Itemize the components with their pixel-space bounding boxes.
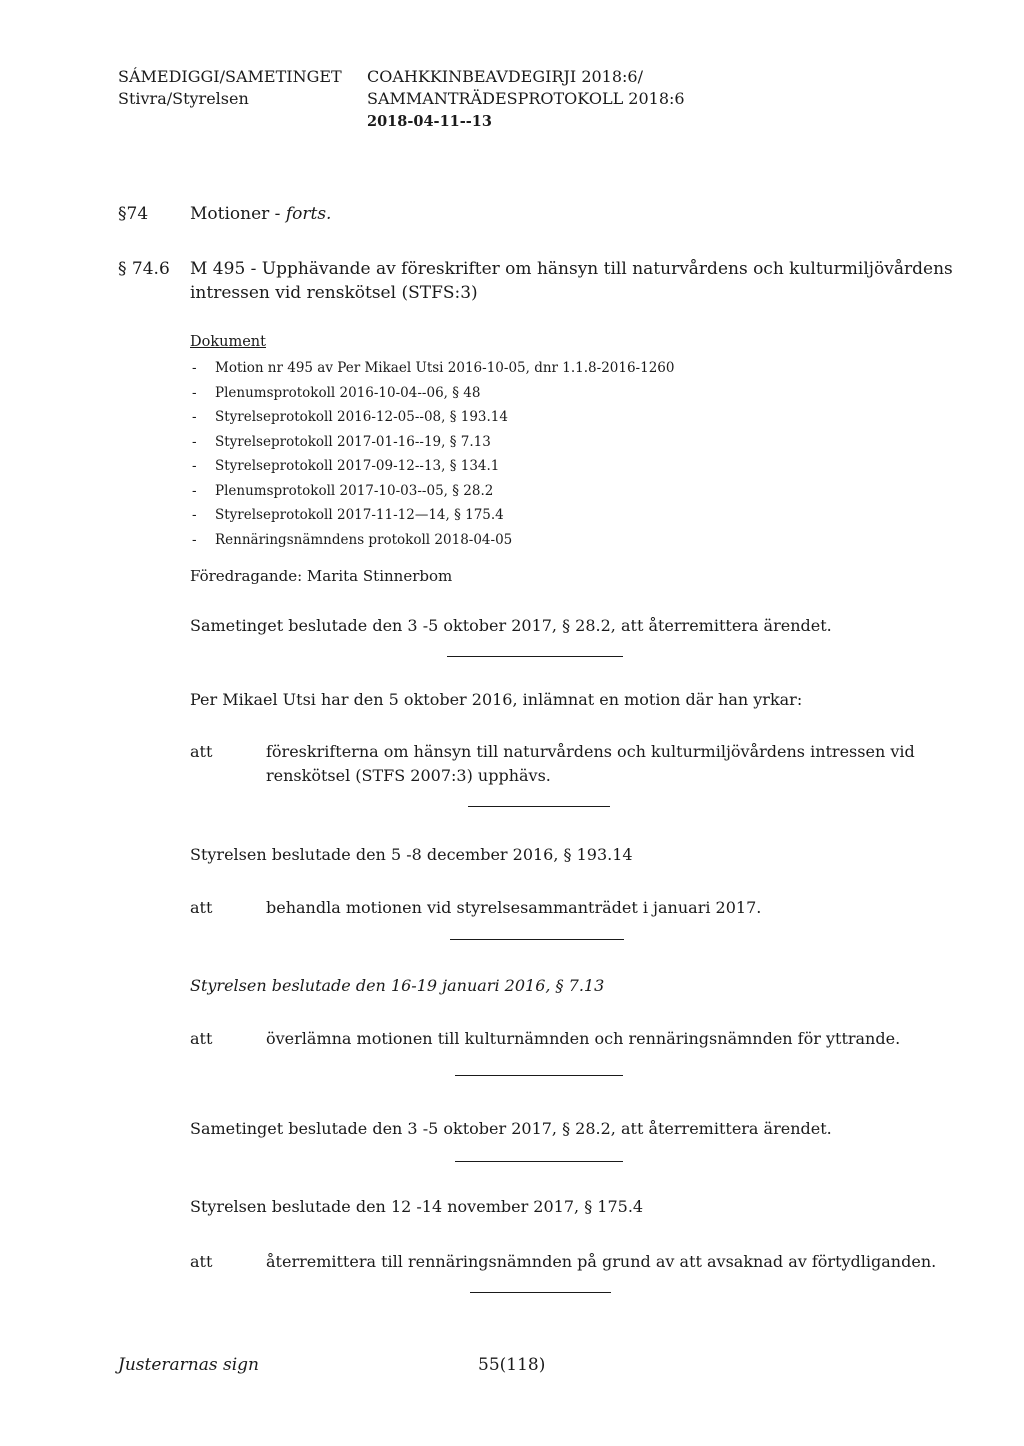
- documents-list: [192, 356, 674, 552]
- att-label: att: [190, 1252, 213, 1271]
- plenary-decision-intro: Sametinget beslutade den 3 -5 oktober 2017, § 28.2, att återremittera ärendet.: [190, 616, 832, 635]
- protocol-title: SAMMANTRÄDESPROTOKOLL 2018:6: [367, 89, 685, 108]
- document-item-text: Styrelseprotokoll 2016-12-05--08, § 193.14: [215, 409, 508, 425]
- section-title: [190, 202, 331, 226]
- motion-demand-line1: föreskrifterna om hänsyn till naturvårdens och kulturmiljövårdens intressen vid: [266, 742, 915, 761]
- document-item-text: Styrelseprotokoll 2017-09-12--13, § 134.1: [215, 458, 500, 474]
- documents-heading: [190, 331, 266, 353]
- document-item: - Styrelseprotokoll 2017-09-12--13, § 134.1: [192, 458, 500, 474]
- signature-label: Justerarnas sign: [118, 1355, 259, 1375]
- divider: [450, 939, 624, 940]
- document-item: - Styrelseprotokoll 2016-12-05--08, § 193.14: [192, 409, 508, 425]
- protocol-date: 2018-04-11--13: [367, 113, 492, 130]
- board-decision-nov-2017-text: återremittera till rennäringsnämnden på grund av att avsaknad av förtydliganden.: [266, 1252, 937, 1271]
- documents-heading-text: Dokument: [190, 334, 266, 350]
- subsection-title-line1: M 495 - Upphävande av föreskrifter om hänsyn till naturvårdens och kulturmiljövårdens: [190, 259, 953, 279]
- document-item: - Plenumsprotokoll 2017-10-03--05, § 28.2: [192, 482, 494, 499]
- board-decision-dec-2016: Styrelsen beslutade den 5 -8 december 2016, § 193.14: [190, 845, 633, 864]
- att-label: att: [190, 898, 213, 917]
- divider: [455, 1075, 623, 1076]
- board-decision-nov-2017: Styrelsen beslutade den 12 -14 november 2017, § 175.4: [190, 1197, 644, 1216]
- org-name: SÁMEDIGGI/SAMETINGET: [118, 67, 342, 86]
- presenter: Föredragande: Marita Stinnerbom: [190, 567, 453, 585]
- document-item-text: Plenumsprotokoll 2016-10-04--06, § 48: [215, 384, 481, 401]
- document-item-text: Styrelseprotokoll 2017-01-16--19, § 7.13: [215, 433, 491, 450]
- org-subunit: Stivra/Styrelsen: [118, 89, 249, 108]
- document-item: - Motion nr 495 av Per Mikael Utsi 2016-10-05, dnr 1.1.8-2016-1260: [192, 360, 675, 376]
- divider: [470, 1292, 611, 1293]
- motion-demand-line2: renskötsel (STFS 2007:3) upphävs.: [266, 766, 551, 785]
- att-label: att: [190, 742, 213, 761]
- motion-text: Per Mikael Utsi har den 5 oktober 2016, inlämnat en motion där han yrkar:: [190, 690, 803, 709]
- section-title-suffix: forts.: [285, 204, 332, 224]
- document-item: - Plenumsprotokoll 2016-10-04--06, § 48: [192, 384, 481, 401]
- document-item-text: Rennäringsnämndens protokoll 2018-04-05: [215, 531, 513, 548]
- board-decision-jan: Styrelsen beslutade den 16-19 januari 2016, § 7.13: [190, 976, 605, 995]
- document-item: - Rennäringsnämndens protokoll 2018-04-05: [192, 531, 513, 548]
- page-number: 55(118): [478, 1355, 546, 1375]
- section-number: §74: [118, 204, 149, 224]
- divider: [468, 806, 610, 807]
- att-label: att: [190, 1029, 213, 1048]
- plenary-decision-oct-2017: Sametinget beslutade den 3 -5 oktober 2017, § 28.2, att återremittera ärendet.: [190, 1119, 832, 1138]
- board-decision-jan-text: överlämna motionen till kulturnämnden och rennäringsnämnden för yttrande.: [266, 1029, 901, 1048]
- document-item: - Styrelseprotokoll 2017-01-16--19, § 7.13: [192, 433, 491, 450]
- subsection-number: § 74.6: [118, 259, 170, 279]
- protocol-title-sami: COAHKKINBEAVDEGIRJI 2018:6/: [367, 67, 643, 86]
- document-item-text: Plenumsprotokoll 2017-10-03--05, § 28.2: [215, 482, 494, 499]
- divider: [447, 656, 623, 657]
- board-decision-dec-2016-text: behandla motionen vid styrelsesammanträdet i januari 2017.: [266, 898, 762, 917]
- divider: [455, 1161, 623, 1162]
- section-title-text: Motioner -: [190, 204, 281, 224]
- subsection-title-line2: intressen vid renskötsel (STFS:3): [190, 283, 478, 303]
- document-item-text: Motion nr 495 av Per Mikael Utsi 2016-10-05, dnr 1.1.8-2016-1260: [215, 360, 675, 376]
- document-item-text: Styrelseprotokoll 2017-11-12—14, § 175.4: [215, 507, 504, 523]
- document-item: - Styrelseprotokoll 2017-11-12—14, § 175.4: [192, 507, 504, 523]
